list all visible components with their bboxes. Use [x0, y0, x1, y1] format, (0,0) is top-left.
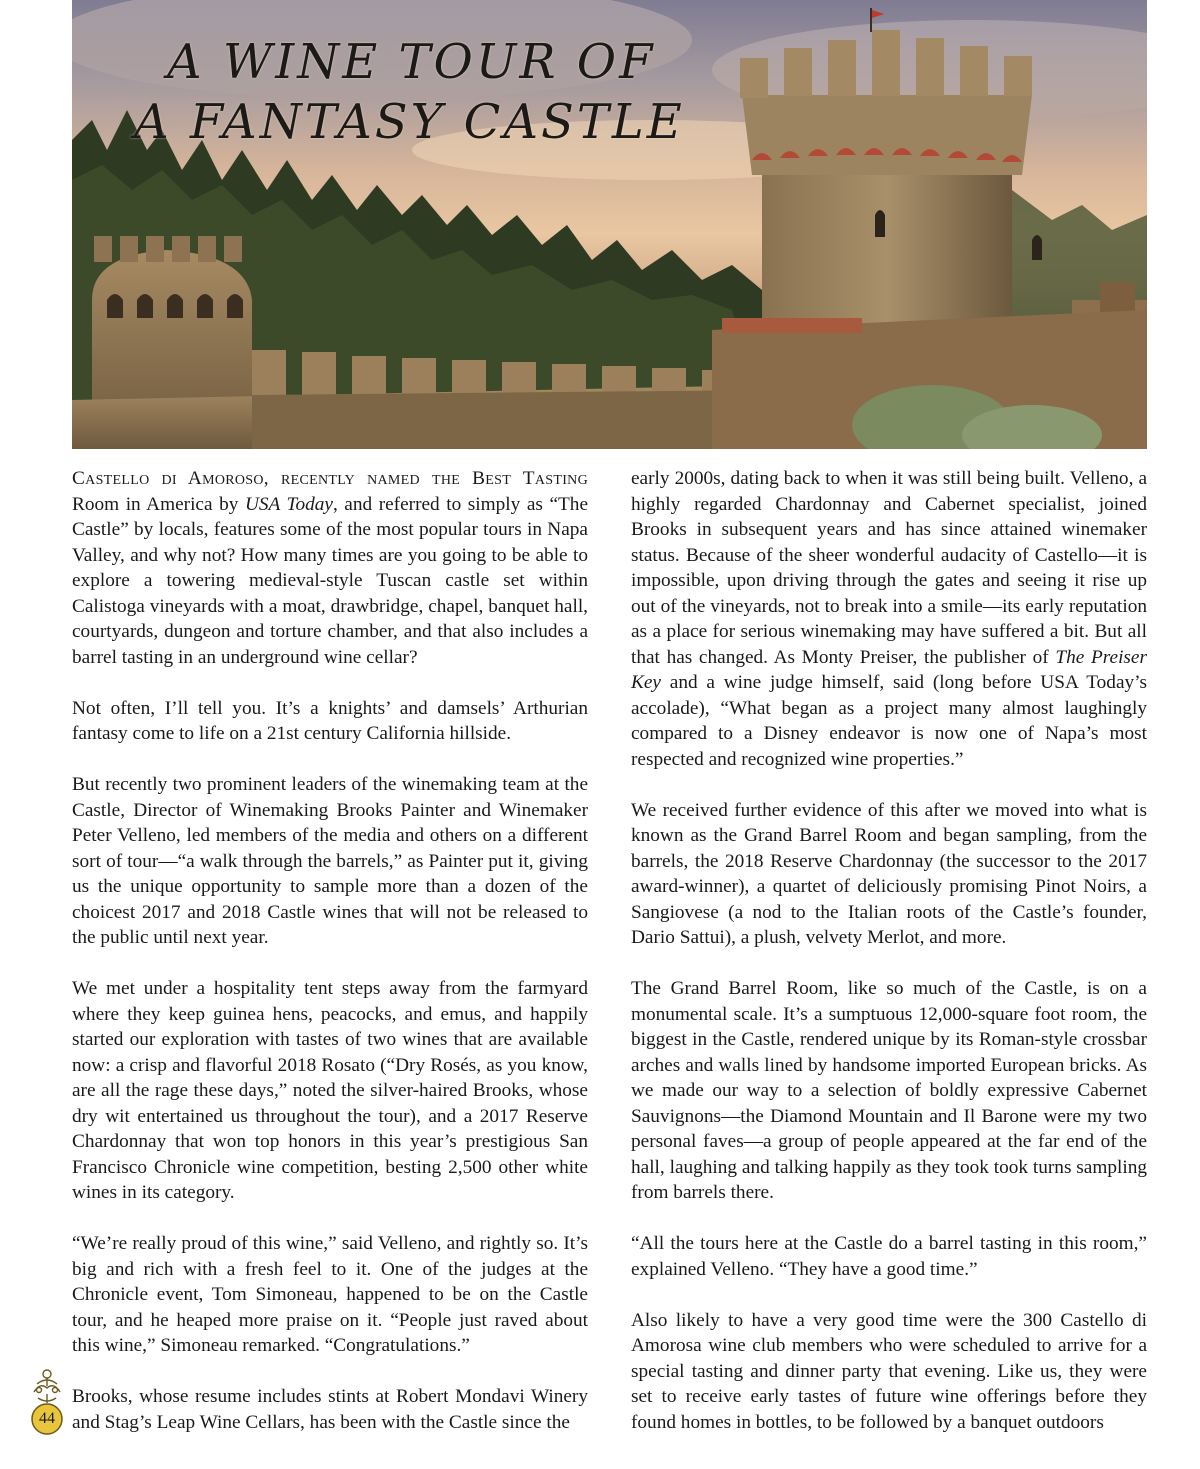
paragraph: Brooks, whose resume includes stints at Robert Mondavi Winery and Stag’s Leap Wine Cellars, has been with the Castle since the	[72, 1386, 588, 1433]
title-line-1: A WINE TOUR OF	[167, 34, 656, 90]
right-column	[631, 466, 1147, 1435]
paragraph: But recently two prominent leaders of the winemaking team at the Castle, Director of Winemaking Brooks Painter and Winemaker Peter Velleno, led members of the media and others on a different sort of tour—“a walk through the barrels,” as Painter put it, giving us the unique opportunity to sample more than a dozen of the choicest 2017 and 2018 Castle wines that will not be released to the public until next year.	[72, 774, 588, 948]
title-line-2: A FANTASY CASTLE	[134, 94, 685, 150]
publication-name: USA Today	[244, 493, 333, 515]
paragraph: “All the tours here at the Castle do a barrel tasting in this room,” explained Velleno. “They have a good time.”	[631, 1233, 1147, 1280]
lead-in: Castello di Amoroso, recently named the Best Tasting	[72, 468, 588, 489]
publication-name: The Preiser Key	[631, 646, 1147, 693]
page-number: 44	[39, 1410, 55, 1427]
paragraph: early 2000s, dating back to when it was still being built. Velleno, a highly regarded Chardonnay and Cabernet specialist, joined Brooks in subsequent years and has since attained winemaker status. Because of the sheer wonderful audacity of Castello—it is impossible, upon driving through the gates and seeing it rise up out of the vineyards, not to break into a smile—its early reputation as a place for serious winemaking may have suffered a bit. But all that has changed. As Monty Preiser, the publisher of The Preiser Key and a wine judge himself, said (long before USA Today’s accolade), “What began as a project many almost laughingly compared to a Disney endeavor is now one of Napa’s most respected and recognized wine properties.”	[631, 468, 1147, 770]
hero-image	[72, 0, 1147, 449]
paragraph: Also likely to have a very good time were the 300 Castello di Amorosa wine club members who were scheduled to arrive for a special tasting and dinner party that evening. Like us, they were set to receive early tastes of future wine offerings before they found homes in bottles, to be followed by a banquet outdoors	[631, 1309, 1147, 1433]
paragraph: Castello di Amoroso, recently named the Best Tasting Room in America by USA Today, and referred to simply as “The Castle” by locals, features some of the most popular tours in Napa Valley, and why not? How many times are you going to be able to explore a towering medieval-style Tuscan castle set within Calistoga vineyards with a moat, drawbridge, chapel, banquet hall, courtyards, dungeon and torture chamber, and that also includes a barrel tasting in an underground wine cellar?	[72, 468, 589, 668]
paragraph: We received further evidence of this after we moved into what is known as the Grand Barrel Room and began sampling, from the barrels, the 2018 Reserve Chardonnay (the successor to the 2017 award-winner), a quartet of deliciously promising Pinot Noirs, a Sangiovese (a nod to the Italian roots of the Castle’s founder, Dario Sattui), a plush, velvety Merlot, and more.	[631, 799, 1147, 948]
left-column	[72, 466, 588, 1435]
paragraph: Not often, I’ll tell you. It’s a knights’ and damsels’ Arthurian fantasy come to life on a 21st century California hillside.	[72, 697, 588, 744]
paragraph: The Grand Barrel Room, like so much of the Castle, is on a monumental scale. It’s a sumptuous 12,000-square foot room, the biggest in the Castle, rendered unique by its Roman-style crossbar arches and walls lined by handsome imported European bricks. As we made our way to a selection of boldly expressive Cabernet Sauvignons—the Diamond Mountain and Il Barone were my two personal faves—a group of people appeared at the far end of the hall, laughing and talking happily as they took took turns sampling from barrels there.	[631, 978, 1147, 1203]
article-title	[72, 32, 832, 152]
paragraph: “We’re really proud of this wine,” said Velleno, and rightly so. It’s big and rich with a fresh feel to it. One of the judges at the Chronicle event, Tom Simoneau, happened to be on the Castle tour, and he heaped more praise on it. “People just raved about this wine,” Simoneau remarked. “Congratulations.”	[72, 1233, 588, 1356]
paragraph: We met under a hospitality tent steps away from the farmyard where they keep guinea hens, peacocks, and emus, and happily started our exploration with tastes of two wines that are available now: a crisp and flavorful 2018 Rosato (“Dry Rosés, as you know, are all the rage these days,” noted the silver-haired Brooks, whose dry wit entertained us throughout the tour), and a 2017 Reserve Chardonnay that won top honors in this year’s prestigious San Francisco Chronicle wine competition, besting 2,500 other white wines in its category.	[72, 978, 588, 1203]
page-folio	[26, 1366, 68, 1436]
